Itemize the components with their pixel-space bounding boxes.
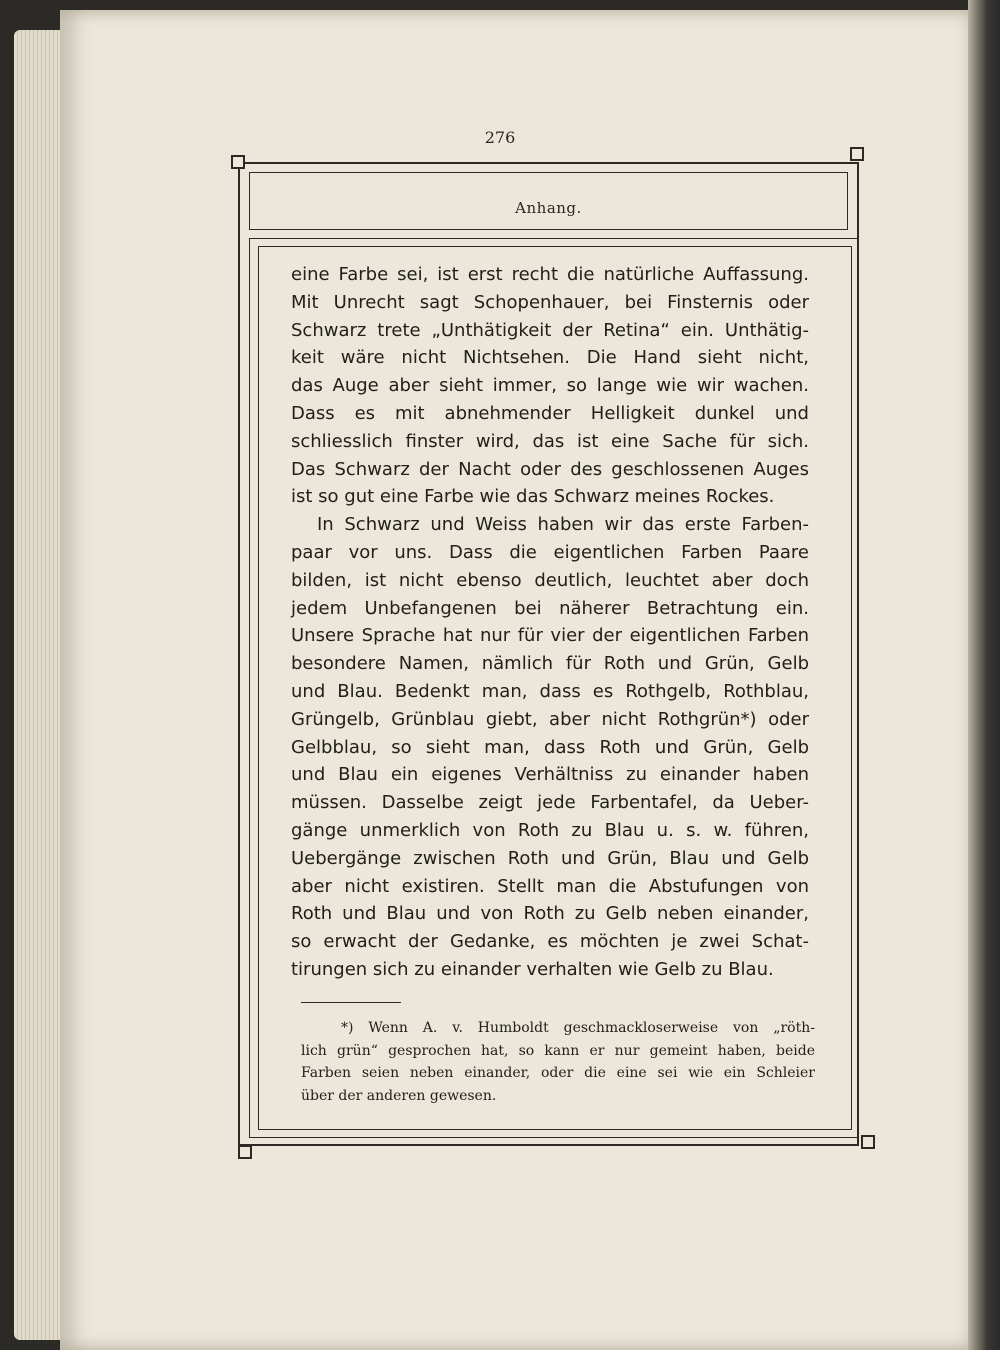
text-line: Gelbblau, so sieht man, dass Roth und Grün, Gelb [291,736,809,758]
text-line: Roth und Blau und von Roth zu Gelb neben einander, [291,903,809,925]
text-line: keit wäre nicht Nichtsehen. Die Hand sieht nicht, [291,347,809,369]
text-line: bilden, ist nicht ebenso deutlich, leuchtet aber doch [291,569,809,591]
text-line: paar vor uns. Dass die eigentlichen Farben Paare [291,541,809,563]
footnote [301,1017,815,1107]
text-line: ist so gut eine Farbe wie das Schwarz meines Rockes. [291,486,775,508]
footnote-line: Farben seien neben einander, oder die eine sei wie ein Schleier [301,1065,815,1081]
book-gutter [968,0,1000,1350]
text-line: Das Schwarz der Nacht oder des geschlossenen Auges [291,458,809,480]
frame-corner-bottom-left [238,1145,252,1159]
text-line: besondere Namen, nämlich für Roth und Grün, Gelb [291,653,809,675]
text-line: jedem Unbefangenen bei näherer Betrachtung ein. [291,597,809,619]
text-line: Mit Unrecht sagt Schopenhauer, bei Finsternis oder [291,291,809,313]
text-line: aber nicht existiren. Stellt man die Abstufungen von [291,875,809,897]
page-number: 276 [484,128,516,147]
running-head-box [249,172,848,230]
text-line: Grüngelb, Grünblau giebt, aber nicht Rothgrün*) oder [291,708,809,730]
text-line: und Blau ein eigenes Verhältniss zu einander haben [291,764,809,786]
body-text [291,261,809,984]
frame-corner-bottom-right [861,1135,875,1149]
footnote-line: über der anderen gewesen. [301,1087,497,1104]
frame-corner-top-left [231,155,245,169]
text-line: schliesslich finster wird, das ist eine Sache für sich. [291,430,809,452]
text-line: das Auge aber sieht immer, so lange wie wir wachen. [291,375,809,397]
text-line: tirungen sich zu einander verhalten wie Gelb zu Blau. [291,958,774,980]
text-line: Dass es mit abnehmender Helligkeit dunkel und [291,402,809,424]
text-line: so erwacht der Gedanke, es möchten je zwei Schat- [291,931,809,953]
text-line: eine Farbe sei, ist erst recht die natürliche Auffassung. [291,264,809,285]
text-line: Uebergänge zwischen Roth und Grün, Blau und Gelb [291,847,809,869]
footnote-line: *) Wenn A. v. Humboldt geschmackloserweise von „röth- [341,1020,815,1036]
footnote-line: lich grün“ gesprochen hat, so kann er nur gemeint haben, beide [301,1042,815,1059]
text-line: und Blau. Bedenkt man, dass es Rothgelb, Rothblau, [291,680,809,702]
frame-corner-top-right [850,147,864,161]
text-line: Unsere Sprache hat nur für vier der eigentlichen Farben [291,625,809,647]
text-line: In Schwarz und Weiss haben wir das erste Farben- [317,514,809,536]
text-line: müssen. Dasselbe zeigt jede Farbentafel, da Ueber- [291,792,809,814]
footnote-rule [301,1002,401,1003]
running-head: Anhang. [515,199,582,217]
text-line: Schwarz trete „Unthätigkeit der Retina“ ein. Unthätig- [291,319,809,341]
text-line: gänge unmerklich von Roth zu Blau u. s. w. führen, [291,819,809,841]
